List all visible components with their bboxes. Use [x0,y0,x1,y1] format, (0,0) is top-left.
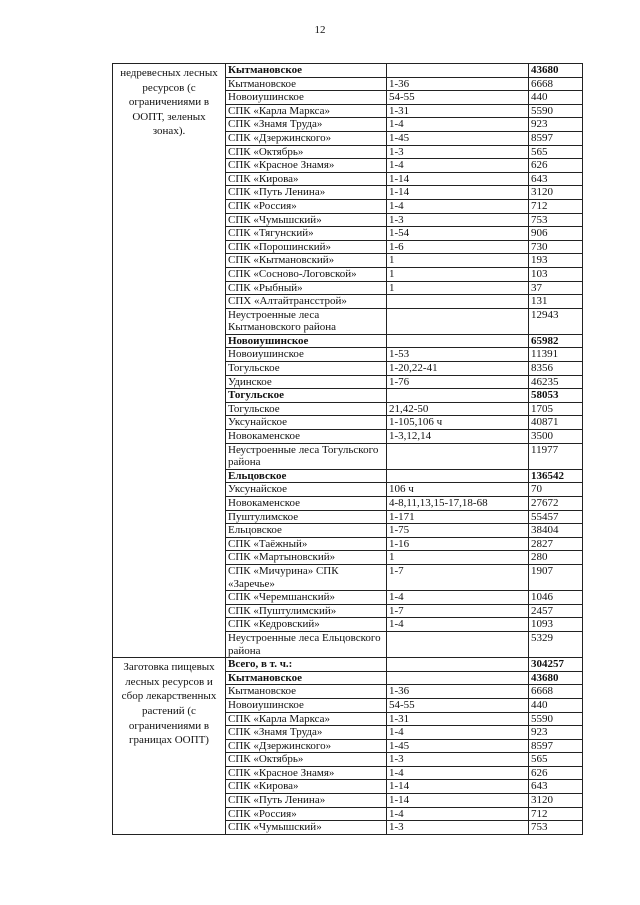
area-cell: 103 [529,267,583,281]
forestry-name-cell: Новоиушинское [226,91,387,105]
forestry-name-cell: СПК «Дзержинского» [226,131,387,145]
area-cell: 43680 [529,64,583,78]
area-cell: 923 [529,726,583,740]
quarters-cell: 1 [387,254,529,268]
quarters-cell [387,631,529,657]
area-cell: 712 [529,199,583,213]
forestry-name-cell: СПК «Россия» [226,199,387,213]
forestry-name-cell: СПК «Путь Ленина» [226,794,387,808]
quarters-cell: 106 ч [387,483,529,497]
area-cell: 40871 [529,416,583,430]
forestry-name-cell: СПК «Кирова» [226,172,387,186]
quarters-cell: 54-55 [387,698,529,712]
quarters-cell [387,658,529,672]
forestry-name-cell: СПК «Красное Знамя» [226,766,387,780]
area-cell: 440 [529,91,583,105]
area-cell: 2827 [529,537,583,551]
quarters-cell: 1-4 [387,726,529,740]
quarters-cell: 1-14 [387,186,529,200]
forestry-name-cell: Кытмановское [226,64,387,78]
area-cell: 8597 [529,739,583,753]
quarters-cell: 1-14 [387,172,529,186]
quarters-cell [387,469,529,483]
forestry-name-cell: СПК «Октябрь» [226,753,387,767]
area-cell: 131 [529,295,583,309]
area-cell: 565 [529,145,583,159]
forestry-name-cell: СПК «Красное Знамя» [226,159,387,173]
area-cell: 65982 [529,334,583,348]
area-cell: 193 [529,254,583,268]
forestry-name-cell: СПК «Россия» [226,807,387,821]
forestry-name-cell: СПК «Кирова» [226,780,387,794]
area-cell: 5590 [529,104,583,118]
quarters-cell: 1-6 [387,240,529,254]
quarters-cell: 1-36 [387,685,529,699]
area-cell: 136542 [529,469,583,483]
quarters-cell: 1-4 [387,199,529,213]
quarters-cell [387,443,529,469]
forestry-name-cell: Ельцовское [226,524,387,538]
quarters-cell: 1 [387,267,529,281]
quarters-cell: 1-3 [387,213,529,227]
quarters-cell: 1-4 [387,807,529,821]
forestry-name-cell: СПК «Кедровский» [226,618,387,632]
forestry-name-cell: Всего, в т. ч.: [226,658,387,672]
table-row [113,658,583,672]
area-cell: 55457 [529,510,583,524]
area-cell: 565 [529,753,583,767]
quarters-cell: 1-14 [387,780,529,794]
quarters-cell: 1-31 [387,104,529,118]
area-cell: 8597 [529,131,583,145]
quarters-cell: 1-3 [387,753,529,767]
quarters-cell: 1-3,12,14 [387,430,529,444]
quarters-cell: 1-3 [387,145,529,159]
quarters-cell: 1-45 [387,739,529,753]
quarters-cell [387,295,529,309]
quarters-cell [387,334,529,348]
quarters-cell: 1-4 [387,618,529,632]
quarters-cell: 1-4 [387,766,529,780]
area-cell: 626 [529,159,583,173]
quarters-cell: 1 [387,551,529,565]
forestry-name-cell: Уксунайское [226,483,387,497]
forestry-name-cell: Ельцовское [226,469,387,483]
quarters-cell: 1-7 [387,604,529,618]
area-cell: 753 [529,213,583,227]
forestry-name-cell: Удинское [226,375,387,389]
area-cell: 27672 [529,497,583,511]
quarters-cell: 1-54 [387,227,529,241]
activity-cell: недревесных лесных ресурсов (с ограничениями в ООПТ, зеленых зонах). [113,64,226,658]
forestry-name-cell: СПК «Мартыновский» [226,551,387,565]
area-cell: 58053 [529,389,583,403]
area-cell: 11391 [529,348,583,362]
quarters-cell: 4-8,11,13,15-17,18-68 [387,497,529,511]
forestry-name-cell: СПК «Карла Маркса» [226,712,387,726]
area-cell: 1093 [529,618,583,632]
area-cell: 643 [529,780,583,794]
quarters-cell [387,671,529,685]
forestry-name-cell: СПК «Чумышский» [226,213,387,227]
forestry-name-cell: СПХ «Алтайтрансстрой» [226,295,387,309]
forestry-name-cell: СПК «Порошинский» [226,240,387,254]
area-cell: 730 [529,240,583,254]
quarters-cell: 1-53 [387,348,529,362]
area-cell: 3500 [529,430,583,444]
quarters-cell [387,389,529,403]
area-cell: 3120 [529,794,583,808]
quarters-cell: 1-7 [387,564,529,590]
forestry-name-cell: СПК «Знамя Труда» [226,118,387,132]
area-cell: 38404 [529,524,583,538]
area-cell: 8356 [529,362,583,376]
quarters-cell: 1-4 [387,591,529,605]
area-cell: 1907 [529,564,583,590]
forestry-name-cell: СПК «Тягунский» [226,227,387,241]
quarters-cell [387,308,529,334]
forestry-name-cell: СПК «Таёжный» [226,537,387,551]
quarters-cell: 54-55 [387,91,529,105]
forestry-name-cell: Тогульское [226,389,387,403]
forestry-name-cell: Неустроенные леса Ельцовского района [226,631,387,657]
area-cell: 6668 [529,685,583,699]
area-cell: 1705 [529,402,583,416]
area-cell: 43680 [529,671,583,685]
forestry-name-cell: СПК «Черемшанский» [226,591,387,605]
area-cell: 712 [529,807,583,821]
quarters-cell: 1-105,106 ч [387,416,529,430]
quarters-cell [387,64,529,78]
forestry-name-cell: Тогульское [226,362,387,376]
area-cell: 906 [529,227,583,241]
forestry-name-cell: Новокаменское [226,430,387,444]
forestry-name-cell: Кытмановское [226,77,387,91]
area-cell: 12943 [529,308,583,334]
area-cell: 3120 [529,186,583,200]
area-cell: 37 [529,281,583,295]
quarters-cell: 1 [387,281,529,295]
area-cell: 304257 [529,658,583,672]
quarters-cell: 1-76 [387,375,529,389]
area-cell: 753 [529,821,583,835]
forestry-name-cell: Пуштулимское [226,510,387,524]
forestry-name-cell: СПК «Мичурина» СПК «Заречье» [226,564,387,590]
area-cell: 6668 [529,77,583,91]
quarters-cell: 1-3 [387,821,529,835]
forestry-name-cell: Новокаменское [226,497,387,511]
area-cell: 46235 [529,375,583,389]
area-cell: 2457 [529,604,583,618]
forestry-name-cell: СПК «Пуштулимский» [226,604,387,618]
forestry-name-cell: СПК «Рыбный» [226,281,387,295]
activity-cell: Заготовка пищевых лесных ресурсов и сбор лекарственных растений (с ограничениями в границах ООПТ) [113,658,226,835]
forest-resources-table [112,63,583,835]
forestry-name-cell: СПК «Сосново-Логовской» [226,267,387,281]
quarters-cell: 1-16 [387,537,529,551]
area-cell: 5329 [529,631,583,657]
forestry-name-cell: СПК «Путь Ленина» [226,186,387,200]
quarters-cell: 1-31 [387,712,529,726]
forestry-name-cell: Неустроенные леса Тогульского района [226,443,387,469]
area-cell: 11977 [529,443,583,469]
forestry-name-cell: СПК «Знамя Труда» [226,726,387,740]
quarters-cell: 21,42-50 [387,402,529,416]
forestry-name-cell: Новоиушинское [226,698,387,712]
area-cell: 280 [529,551,583,565]
area-cell: 70 [529,483,583,497]
area-cell: 643 [529,172,583,186]
quarters-cell: 1-171 [387,510,529,524]
forestry-name-cell: СПК «Чумышский» [226,821,387,835]
forestry-name-cell: СПК «Кытмановский» [226,254,387,268]
quarters-cell: 1-20,22-41 [387,362,529,376]
forestry-name-cell: СПК «Октябрь» [226,145,387,159]
area-cell: 626 [529,766,583,780]
area-cell: 5590 [529,712,583,726]
forestry-name-cell: СПК «Карла Маркса» [226,104,387,118]
quarters-cell: 1-75 [387,524,529,538]
table-row [113,64,583,78]
forestry-name-cell: Новоиушинское [226,348,387,362]
page-number: 12 [314,24,326,36]
quarters-cell: 1-4 [387,159,529,173]
quarters-cell: 1-36 [387,77,529,91]
area-cell: 923 [529,118,583,132]
forestry-name-cell: Кытмановское [226,671,387,685]
forestry-name-cell: Тогульское [226,402,387,416]
quarters-cell: 1-14 [387,794,529,808]
quarters-cell: 1-45 [387,131,529,145]
area-cell: 440 [529,698,583,712]
table-body [113,64,583,835]
forestry-name-cell: Неустроенные леса Кытмановского района [226,308,387,334]
quarters-cell: 1-4 [387,118,529,132]
forestry-name-cell: Кытмановское [226,685,387,699]
forestry-name-cell: Новоиушинское [226,334,387,348]
forestry-name-cell: Уксунайское [226,416,387,430]
forestry-name-cell: СПК «Дзержинского» [226,739,387,753]
area-cell: 1046 [529,591,583,605]
